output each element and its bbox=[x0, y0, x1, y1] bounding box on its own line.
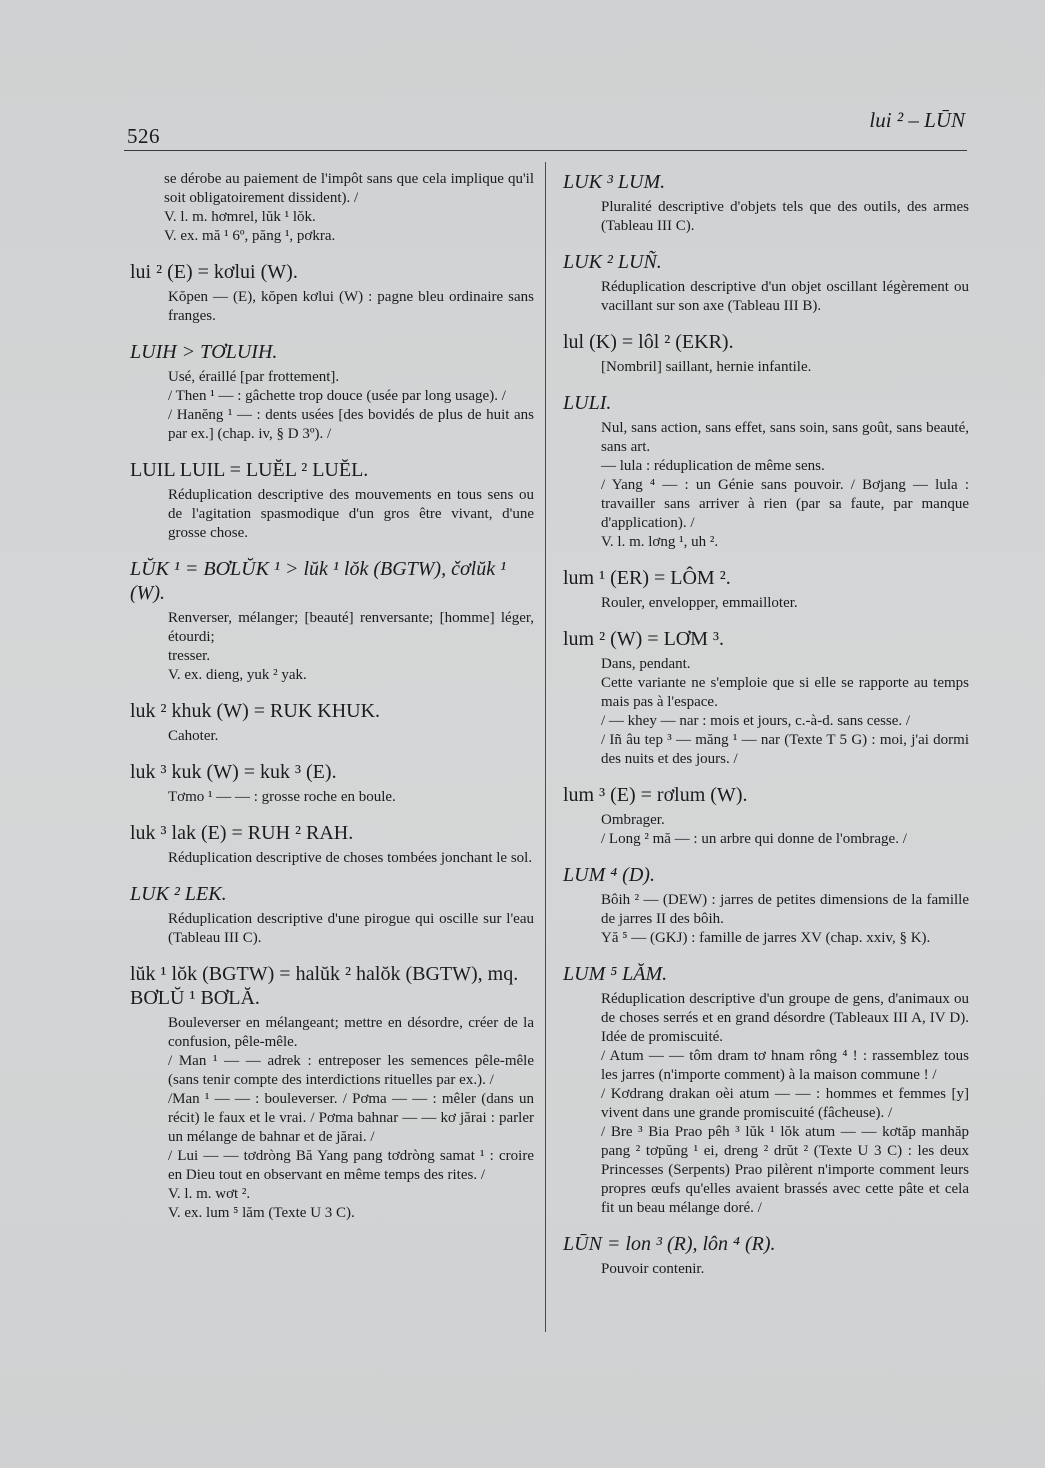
entry-headword: lŭk ¹ lŏk (BGTW) = halŭk ² halŏk (BGTW), mq. BƠLŬ ¹ BƠLĂ. bbox=[130, 963, 519, 1009]
entry-headword: lum ³ (E) = rơlum (W). bbox=[563, 784, 748, 806]
entry-line: Tơmo ¹ — — : grosse roche en boule. bbox=[168, 789, 396, 805]
header-rule bbox=[124, 150, 967, 151]
entry-headword: LŪN = lon ³ (R), lôn ⁴ (R). bbox=[563, 1233, 776, 1255]
dictionary-entry bbox=[565, 391, 969, 552]
entry-line: Pouvoir contenir. bbox=[601, 1261, 705, 1277]
entry-line: / Lui — — tơdròng Bă Yang pang tơdròng samat ¹ : croire en Dieu tout en observant en même temps des rites. / bbox=[168, 1148, 534, 1183]
entry-line: Dans, pendant. bbox=[601, 656, 691, 672]
entry-headword: LUK ³ LUM. bbox=[563, 171, 666, 193]
dictionary-entry bbox=[565, 170, 969, 236]
dictionary-entry bbox=[565, 566, 969, 613]
entry-headword: LUIL LUIL = LUĔL ² LUĔL. bbox=[130, 459, 369, 481]
dictionary-entry bbox=[132, 821, 534, 868]
entry-headword: lui ² (E) = kơlui (W). bbox=[130, 261, 298, 283]
entry-line: Bouleverser en mélangeant; mettre en désordre, créer de la confusion, pêle-mêle. bbox=[168, 1015, 534, 1050]
dictionary-entry bbox=[132, 557, 534, 685]
entry-line: Réduplication descriptive d'un groupe de gens, d'animaux ou de choses serrés et en grand désordre (Tableaux III A, IV D). Idée de promiscuité. bbox=[601, 991, 969, 1045]
dictionary-entry bbox=[565, 783, 969, 849]
entry-line: — lula : réduplication de même sens. bbox=[601, 458, 825, 474]
entry-headword: lum ¹ (ER) = LÔM ². bbox=[563, 567, 731, 589]
entry-line: Nul, sans action, sans effet, sans soin, sans goût, sans beauté, sans art. bbox=[601, 420, 969, 455]
entry-line: Réduplication descriptive d'un objet oscillant légèrement ou vacillant sur son axe (Tableau III B). bbox=[601, 279, 969, 314]
entry-line: Réduplication descriptive des mouvements en tous sens ou de l'agitation spasmodique d'un gros être vivant, d'une grosse chose. bbox=[168, 487, 534, 541]
entry-headword: LUM ⁴ (D). bbox=[563, 864, 655, 886]
entry-line: / Yang ⁴ — : un Génie sans pouvoir. / Bơjang — lula : travailler sans arriver à rien (par sa faute, par manque d'application). / bbox=[601, 477, 969, 531]
entry-line: V. ex. lum ⁵ lăm (Texte U 3 C). bbox=[168, 1205, 355, 1221]
dictionary-entry bbox=[132, 170, 534, 246]
entry-line: / Kơdrang drakan oèi atum — — : hommes et femmes [y] vivent dans une grande promiscuité (fâcheuse). / bbox=[601, 1086, 969, 1121]
running-head: lui ² – LŪN bbox=[869, 108, 965, 132]
left-column bbox=[132, 170, 534, 1237]
entry-line: se dérobe au paiement de l'impôt sans que cela implique qu'il soit obligatoirement dissident). / bbox=[164, 171, 534, 206]
dictionary-entry bbox=[132, 458, 534, 543]
dictionary-entry bbox=[565, 250, 969, 316]
dictionary-entry bbox=[132, 340, 534, 444]
entry-line: V. ex. mă ¹ 6º, păng ¹, pơkra. bbox=[164, 228, 336, 244]
entry-headword: LUM ⁵ LĂM. bbox=[563, 963, 668, 985]
page-number: 526 bbox=[127, 124, 160, 148]
entry-line: V. l. m. wơt ². bbox=[168, 1186, 251, 1202]
entry-line: Réduplication descriptive de choses tombées jonchant le sol. bbox=[168, 850, 533, 866]
entry-headword: LULI. bbox=[563, 392, 612, 414]
entry-headword: LUIH > TƠLUIH. bbox=[130, 341, 278, 363]
entry-line: V. l. m. lơng ¹, uh ². bbox=[601, 534, 719, 550]
entry-headword: luk ³ lak (E) = RUH ² RAH. bbox=[130, 822, 354, 844]
entry-line: /Man ¹ — — : bouleverser. / Pơma — — : mêler (dans un récit) le faux et le vrai. / Pơma bahnar — — kơ jărai : parler un mélange de bahnar et de jărai. / bbox=[168, 1091, 534, 1145]
entry-headword: LUK ² LEK. bbox=[130, 883, 227, 905]
entry-headword: luk ² khuk (W) = RUK KHUK. bbox=[130, 700, 381, 722]
dictionary-entry bbox=[132, 882, 534, 948]
entry-line: / Bre ³ Bia Prao pêh ³ lŭk ¹ lŏk atum — — kơtăp manhăp pang ² tơpŭng ¹ ei, dreng ² drŭt ² (Texte U 3 C) : les deux Princesses (Serpents) Prao pilèrent n'importe comment leurs propres œufs qu'elles avaient brassés avec cette pâte et cela fit un beau mélange doré. / bbox=[601, 1124, 969, 1216]
entry-line: / Man ¹ — — adrek : entreposer les semences pêle-mêle (sans tenir compte des interdictions rituelles par ex.). / bbox=[168, 1053, 534, 1088]
dictionary-entry bbox=[565, 627, 969, 769]
entry-line: / Atum — — tôm dram tơ hnam rông ⁴ ! : rassemblez tous les jarres (n'importe comment) à la maison commune ! / bbox=[601, 1048, 969, 1083]
entry-headword: LUK ² LUÑ. bbox=[563, 251, 662, 273]
dictionary-entry bbox=[565, 962, 969, 1218]
column-divider bbox=[545, 162, 546, 1332]
entry-line: Pluralité descriptive d'objets tels que des outils, des armes (Tableau III C). bbox=[601, 199, 969, 234]
entry-line: Kŏpen — (E), kŏpen kơlui (W) : pagne bleu ordinaire sans franges. bbox=[168, 289, 534, 324]
entry-line: Cette variante ne s'emploie que si elle se rapporte au temps mais pas à l'espace. bbox=[601, 675, 969, 710]
entry-line: Renverser, mélanger; [beauté] renversante; [homme] léger, étourdi; bbox=[168, 610, 534, 645]
entry-line: Rouler, envelopper, emmailloter. bbox=[601, 595, 798, 611]
dictionary-entry bbox=[132, 699, 534, 746]
right-column bbox=[565, 170, 969, 1293]
entry-line: V. l. m. hơmrel, lŭk ¹ lŏk. bbox=[164, 209, 316, 225]
entry-line: Réduplication descriptive d'une pirogue qui oscille sur l'eau (Tableau III C). bbox=[168, 911, 534, 946]
entry-line: / Long ² mă — : un arbre qui donne de l'ombrage. / bbox=[601, 831, 907, 847]
dictionary-entry bbox=[565, 863, 969, 948]
entry-headword: luk ³ kuk (W) = kuk ³ (E). bbox=[130, 761, 337, 783]
entry-line: / Hanĕng ¹ — : dents usées [des bovidés de plus de huit ans par ex.] (chap. iv, § D 3º). / bbox=[168, 407, 534, 442]
entry-headword: LŬK ¹ = BƠLŬK ¹ > lŭk ¹ lŏk (BGTW), čơlŭk ¹ (W). bbox=[130, 558, 507, 604]
dictionary-entry bbox=[565, 330, 969, 377]
entry-line: V. ex. dieng, yuk ² yak. bbox=[168, 667, 307, 683]
entry-line: Ombrager. bbox=[601, 812, 665, 828]
dictionary-entry bbox=[132, 260, 534, 326]
entry-headword: lum ² (W) = LƠM ³. bbox=[563, 628, 725, 650]
entry-line: / — khey — nar : mois et jours, c.-à-d. sans cesse. / bbox=[601, 713, 911, 729]
dictionary-entry bbox=[132, 760, 534, 807]
entry-line: / Then ¹ — : gâchette trop douce (usée par long usage). / bbox=[168, 388, 506, 404]
dictionary-entry bbox=[565, 1232, 969, 1279]
entry-line: Usé, éraillé [par frottement]. bbox=[168, 369, 340, 385]
entry-line: / Iñ âu tep ³ — măng ¹ — nar (Texte T 5 G) : moi, j'ai dormi des nuits et des jours. / bbox=[601, 732, 969, 767]
entry-headword: lul (K) = lôl ² (EKR). bbox=[563, 331, 734, 353]
dictionary-entry bbox=[132, 962, 534, 1223]
entry-line: Bôih ² — (DEW) : jarres de petites dimensions de la famille de jarres II des bôih. bbox=[601, 892, 969, 927]
entry-line: tresser. bbox=[168, 648, 211, 664]
entry-line: Cahoter. bbox=[168, 728, 219, 744]
entry-line: [Nombril] saillant, hernie infantile. bbox=[601, 359, 812, 375]
entry-line: Yă ⁵ — (GKJ) : famille de jarres XV (chap. xxiv, § K). bbox=[601, 930, 931, 946]
